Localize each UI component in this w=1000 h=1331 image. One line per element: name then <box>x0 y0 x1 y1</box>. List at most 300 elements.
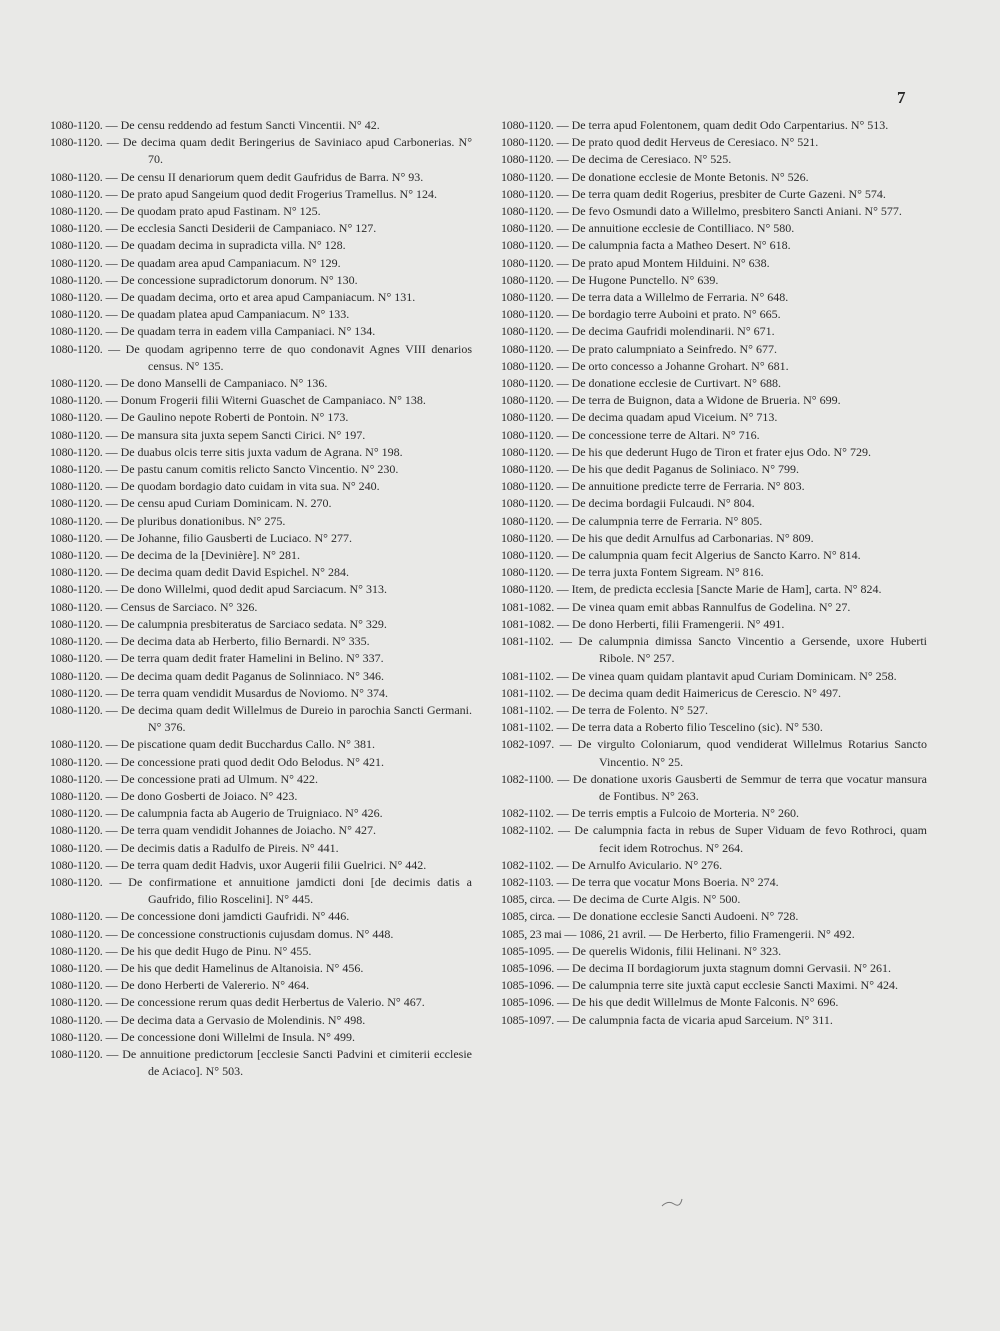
entry-date: 1080-1120. <box>50 788 103 803</box>
entry-text: — De annuitione predictorum [ecclesie Sancti Padvini et cimiterii ecclesie de Aciaco]. N° 503. <box>106 1046 473 1079</box>
entry-date: 1085, circa. <box>501 909 555 924</box>
index-entry <box>50 805 472 822</box>
index-entry <box>501 616 927 633</box>
entry-text: — De dono Herberti, filii Framengerii. N° 491. <box>557 616 785 631</box>
entry-date: 1080-1120. <box>50 582 103 597</box>
index-entry <box>501 874 927 891</box>
entry-text: — De calumpnia facta de vicaria apud Sarceium. N° 311. <box>557 1012 833 1027</box>
entry-date: 1080-1120. <box>501 272 554 287</box>
index-entry <box>501 151 927 168</box>
entry-date: 1080-1120. <box>50 221 103 236</box>
entry-text: — De terra que vocatur Mons Boeria. N° 274. <box>556 874 779 889</box>
entry-text: — De terra apud Folentonem, quam dedit Odo Carpentarius. N° 513. <box>556 118 889 132</box>
entry-text: — De prato quod dedit Herveus de Ceresiaco. N° 521. <box>556 135 819 150</box>
index-entry <box>501 960 927 977</box>
entry-text: — De donatione ecclesie de Monte Betonis. N° 526. <box>556 169 809 184</box>
index-entry <box>501 564 927 581</box>
index-entry <box>501 461 927 478</box>
entry-date: 1080-1120. <box>501 496 554 511</box>
index-entry <box>50 272 472 289</box>
entry-date: 1085-1096. <box>501 978 554 993</box>
entry-date: 1080-1120. <box>50 599 103 614</box>
index-entry <box>501 702 927 719</box>
entry-text: — De terris emptis a Fulcoio de Morteria. N° 260. <box>556 806 799 821</box>
index-entry <box>501 409 927 426</box>
entry-text: — De terra data a Roberto filio Tescelino (sic). N° 530. <box>556 720 823 735</box>
index-entry <box>501 392 927 409</box>
index-entry <box>50 977 472 994</box>
entry-text: — Census de Sarciaco. N° 326. <box>105 599 258 614</box>
index-entry <box>501 685 927 702</box>
index-entry <box>501 255 927 272</box>
entry-date: 1080-1120. <box>501 118 554 132</box>
entry-date: 1080-1120. <box>501 221 554 236</box>
entry-text: — De Herberto, filio Framengerii. N° 492. <box>649 926 855 941</box>
index-entry <box>50 392 472 409</box>
entry-text: — De terra de Buignon, data a Widone de Brueria. N° 699. <box>556 393 841 408</box>
entry-date: 1080-1120. <box>50 1046 103 1061</box>
index-entry <box>501 237 927 254</box>
entry-text: — De concessione supradictorum donorum. N° 130. <box>105 272 358 287</box>
index-entry <box>501 547 927 564</box>
entry-text: — De quadam platea apud Campaniacum. N° 133. <box>105 307 350 322</box>
index-entry <box>50 547 472 564</box>
entry-date: 1085-1097. <box>501 1012 554 1027</box>
entry-text: — De decima de la [Devinière]. N° 281. <box>105 548 300 563</box>
index-entry <box>50 186 472 203</box>
index-entry <box>50 1012 472 1029</box>
index-entry <box>501 943 927 960</box>
entry-date: 1080-1120. <box>501 307 554 322</box>
index-entry <box>501 1012 927 1029</box>
entry-date: 1080-1120. <box>501 186 554 201</box>
index-entry <box>50 616 472 633</box>
entry-text: — De terra quam dedit Rogerius, presbiter de Curte Gazeni. N° 574. <box>556 186 886 201</box>
index-entry <box>50 874 472 908</box>
entry-text: — De annuitione ecclesie de Contilliaco. N° 580. <box>556 221 795 236</box>
entry-text: — De Johanne, filio Gausberti de Luciaco. N° 277. <box>105 530 352 545</box>
entry-date: 1080-1120. <box>50 169 103 184</box>
index-entry <box>50 994 472 1011</box>
entry-date: 1080-1120. <box>50 324 103 339</box>
entry-date: 1080-1120. <box>50 943 103 958</box>
index-entry <box>50 203 472 220</box>
entry-date: 1080-1120. <box>501 255 554 270</box>
index-entry <box>501 444 927 461</box>
index-entry <box>501 306 927 323</box>
index-entry <box>501 719 927 736</box>
entry-date: 1080-1120. <box>501 410 554 425</box>
entry-date: 1080-1120. <box>50 272 103 287</box>
entry-text: — De terra quam dedit frater Hamelini in Belino. N° 337. <box>105 651 384 666</box>
entry-text: — De his que dedit Hugo de Pinu. N° 455. <box>105 943 312 958</box>
entry-text: — De his que dedit Arnulfus ad Carbonarias. N° 809. <box>556 530 814 545</box>
entry-text: — De virgulto Coloniarum, quod vendiderat Willelmus Rotarius Sancto Vincentio. N° 25. <box>559 737 928 769</box>
index-entry <box>501 169 927 186</box>
entry-date: 1080-1120. <box>501 290 554 305</box>
index-entry <box>50 306 472 323</box>
entry-text: — De his que dedit Paganus de Soliniaco. N° 799. <box>556 462 799 477</box>
page-number: 7 <box>897 88 906 107</box>
entry-date: 1080-1120. <box>501 152 554 167</box>
entry-text: — De Gaulino nepote Roberti de Pontoin. N° 173. <box>105 410 349 425</box>
entry-date: 1080-1120. <box>50 857 103 872</box>
index-entry <box>50 289 472 306</box>
entry-text: — De decima quam dedit David Espichel. N° 284. <box>105 565 349 580</box>
index-entry <box>501 926 927 943</box>
index-entry <box>501 668 927 685</box>
entry-text: — De quadam decima in supradicta villa. N° 128. <box>105 238 346 253</box>
entry-date: 1085, 23 mai — 1086, 21 avril. <box>501 926 646 941</box>
entry-date: 1080-1120. <box>501 169 554 184</box>
entry-date: 1080-1120. <box>501 548 554 563</box>
entry-date: 1080-1120. <box>50 410 103 425</box>
entry-date: 1080-1120. <box>50 685 103 700</box>
entry-text: — De quadam area apud Campaniacum. N° 129. <box>105 255 341 270</box>
entry-date: 1080-1120. <box>50 909 103 924</box>
entry-text: — De terra de Folento. N° 527. <box>556 702 708 717</box>
entry-date: 1080-1120. <box>50 771 103 786</box>
entry-text: — De censu II denariorum quem dedit Gaufridus de Barra. N° 93. <box>105 169 424 184</box>
entry-date: 1080-1120. <box>50 427 103 442</box>
entry-text: — De decima quam dedit Paganus de Solinniaco. N° 346. <box>105 668 384 683</box>
left-column <box>50 117 472 1080</box>
entry-text: — De dono Manselli de Campaniaco. N° 136. <box>105 376 328 391</box>
index-entry <box>50 754 472 771</box>
entry-text: — De bordagio terre Auboini et prato. N° 665. <box>556 307 781 322</box>
entry-text: — De ecclesia Sancti Desiderii de Campaniaco. N° 127. <box>105 221 377 236</box>
entry-text: — De decima quadam apud Viceium. N° 713. <box>556 410 778 425</box>
entry-date: 1081-1102. <box>501 685 554 700</box>
entry-date: 1080-1120. <box>50 823 103 838</box>
entry-date: 1082-1100. <box>501 771 554 786</box>
entry-text: — De decima quam dedit Willelmus de Dureio in parochia Sancti Germani. N° 376. <box>105 702 472 735</box>
entry-text: — De calumpnia quam fecit Algerius de Sancto Karro. N° 814. <box>556 548 861 563</box>
entry-text: — De prato calumpniato a Seinfredo. N° 677. <box>556 341 777 356</box>
entry-date: 1080-1120. <box>50 513 103 528</box>
entry-text: — De quadam decima, orto et area apud Campaniacum. N° 131. <box>105 290 416 305</box>
index-entry <box>50 633 472 650</box>
entry-date: 1082-1102. <box>501 806 554 821</box>
entry-date: 1085, circa. <box>501 892 555 907</box>
entry-text: — De his que dedit Willelmus de Monte Falconis. N° 696. <box>557 995 839 1010</box>
index-entry <box>501 599 927 616</box>
entry-text: — De calumpnia facta a Matheo Desert. N° 618. <box>556 238 791 253</box>
index-entry <box>501 272 927 289</box>
entry-text: — De terra quam vendidit Johannes de Joiacho. N° 427. <box>105 823 376 838</box>
entry-text: — De prato apud Sangeium quod dedit Frogerius Tramellus. N° 124. <box>105 186 437 201</box>
entry-date: 1080-1120. <box>50 548 103 563</box>
entry-text: — De concessione doni jamdicti Gaufridi. N° 446. <box>105 909 350 924</box>
entry-text: — De decima data ab Herberto, filio Bernardi. N° 335. <box>105 634 370 649</box>
entry-date: 1080-1120. <box>501 393 554 408</box>
entry-date: 1080-1120. <box>50 565 103 580</box>
index-entry <box>50 736 472 753</box>
entry-text: — De quodam bordagio dato cuidam in vita sua. N° 240. <box>105 479 380 494</box>
entry-text: — De calumpnia terre site juxtà caput ecclesie Sancti Maximi. N° 424. <box>557 978 899 993</box>
entry-text: — De concessione prati quod dedit Odo Belodus. N° 421. <box>105 754 384 769</box>
entry-date: 1082-1097. <box>501 737 554 752</box>
entry-text: — De dono Willelmi, quod dedit apud Sarciacum. N° 313. <box>105 582 387 597</box>
index-entry <box>50 668 472 685</box>
index-entry <box>50 564 472 581</box>
entry-text: — De decima bordagii Fulcaudi. N° 804. <box>556 496 755 511</box>
index-entry <box>501 495 927 512</box>
index-entry <box>50 530 472 547</box>
index-entry <box>50 255 472 272</box>
entry-text: — De quodam prato apud Fastinam. N° 125. <box>105 204 321 219</box>
entry-text: — De dono Gosberti de Joiaco. N° 423. <box>105 788 298 803</box>
entry-date: 1080-1120. <box>50 634 103 649</box>
index-entry <box>501 375 927 392</box>
index-entry <box>50 134 472 168</box>
entry-date: 1080-1120. <box>501 444 554 459</box>
entry-text: — De donatione uxoris Gausberti de Semmur de terra que vocatur mansura de Fontibus. N° 263. <box>557 771 927 803</box>
index-entry <box>501 203 927 220</box>
entry-text: — De decima II bordagiorum juxta stagnum domni Gervasii. N° 261. <box>557 960 892 975</box>
index-entry <box>50 117 472 134</box>
entry-text: — De quadam terra in eadem villa Campaniaci. N° 134. <box>105 324 376 339</box>
index-entry <box>501 977 927 994</box>
entry-date: 1081-1102. <box>501 634 554 649</box>
entry-text: — De concessione doni Willelmi de Insula. N° 499. <box>105 1029 355 1044</box>
entry-date: 1080-1120. <box>501 530 554 545</box>
entry-text: — De terra quam vendidit Musardus de Noviomo. N° 374. <box>105 685 388 700</box>
index-entry <box>501 134 927 151</box>
entry-date: 1080-1120. <box>50 1029 103 1044</box>
entry-text: — De concessione prati ad Ulmum. N° 422. <box>105 771 318 786</box>
entry-text: — De concessione terre de Altari. N° 716. <box>556 427 760 442</box>
entry-text: — De decima data a Gervasio de Molendinis. N° 498. <box>105 1012 366 1027</box>
entry-text: — De quodam agripenno terre de quo condonavit Agnes VIII denarios census. N° 135. <box>108 341 473 373</box>
entry-text: — De calumpnia presbiteratus de Sarciaco sedata. N° 329. <box>105 616 387 631</box>
entry-date: 1080-1120. <box>501 479 554 494</box>
index-entry <box>501 633 927 667</box>
index-entry <box>50 908 472 925</box>
entry-text: — De concessione constructionis cujusdam domus. N° 448. <box>105 926 394 941</box>
index-entry <box>501 771 927 805</box>
entry-date: 1081-1102. <box>501 668 554 683</box>
entry-date: 1080-1120. <box>50 651 103 666</box>
index-entry <box>501 581 927 598</box>
entry-date: 1080-1120. <box>50 118 103 132</box>
entry-text: — De decima de Curte Algis. N° 500. <box>557 892 741 907</box>
entry-text: — De pluribus donationibus. N° 275. <box>105 513 286 528</box>
entry-text: — De prato apud Montem Hilduini. N° 638. <box>556 255 770 270</box>
index-entry <box>50 513 472 530</box>
index-entry <box>501 736 927 770</box>
entry-date: 1080-1120. <box>501 238 554 253</box>
entry-text: — De terra juxta Fontem Sigream. N° 816. <box>556 565 764 580</box>
entry-date: 1080-1120. <box>50 307 103 322</box>
entry-date: 1081-1102. <box>501 720 554 735</box>
index-entry <box>501 289 927 306</box>
index-entry <box>50 926 472 943</box>
index-entry <box>501 513 927 530</box>
entry-date: 1080-1120. <box>50 444 103 459</box>
entry-date: 1080-1120. <box>50 616 103 631</box>
index-entry <box>501 805 927 822</box>
index-entry <box>50 581 472 598</box>
index-entry <box>50 478 472 495</box>
index-entry <box>501 341 927 358</box>
index-entry <box>50 960 472 977</box>
entry-date: 1082-1103. <box>501 874 554 889</box>
index-entry <box>501 530 927 547</box>
entry-date: 1081-1082. <box>501 616 554 631</box>
index-entry <box>50 341 472 375</box>
entry-text: — De vinea quam quidam plantavit apud Curiam Dominicam. N° 258. <box>556 668 897 683</box>
entry-date: 1080-1120. <box>50 135 103 150</box>
entry-date: 1080-1120. <box>50 737 103 752</box>
index-entry <box>50 685 472 702</box>
index-entry <box>501 994 927 1011</box>
entry-date: 1080-1120. <box>501 462 554 477</box>
entry-text: — Item, de predicta ecclesia [Sancte Marie de Ham], carta. N° 824. <box>556 582 882 597</box>
entry-date: 1080-1120. <box>50 376 103 391</box>
entry-text: — De donatione ecclesie Sancti Audoeni. N° 728. <box>557 909 799 924</box>
entry-text: — De concessione rerum quas dedit Herbertus de Valerio. N° 467. <box>105 995 425 1010</box>
index-entry <box>501 358 927 375</box>
entry-text: — Donum Frogerii filii Witerni Guaschet de Campaniaco. N° 138. <box>105 393 426 408</box>
entry-date: 1080-1120. <box>50 1012 103 1027</box>
index-entry <box>50 943 472 960</box>
entry-date: 1080-1120. <box>50 960 103 975</box>
entry-date: 1080-1120. <box>50 290 103 305</box>
entry-date: 1080-1120. <box>50 186 103 201</box>
entry-date: 1080-1120. <box>50 754 103 769</box>
index-entry <box>50 495 472 512</box>
entry-text: — De confirmatione et annuitione jamdicti doni [de decimis datis a Gaufrido, filio Roscelini]. N° 445. <box>109 874 473 907</box>
index-entry <box>501 857 927 874</box>
entry-text: — De terra quam dedit Hadvis, uxor Augerii filii Guelrici. N° 442. <box>105 857 427 872</box>
entry-date: 1082-1102. <box>501 857 554 872</box>
entry-text: — De dono Herberti de Valererio. N° 464. <box>105 978 310 993</box>
index-entry <box>50 702 472 736</box>
entry-date: 1080-1120. <box>50 496 103 511</box>
entry-date: 1080-1120. <box>50 341 103 356</box>
entry-text: — De querelis Widonis, filii Helinani. N° 323. <box>557 943 782 958</box>
index-entry <box>50 599 472 616</box>
entry-text: — De calumpnia dimissa Sancto Vincentio a Gersende, uxore Huberti Ribole. N° 257. <box>559 634 927 666</box>
entry-text: — De piscatione quam dedit Bucchardus Callo. N° 381. <box>105 737 375 752</box>
entry-date: 1080-1120. <box>501 427 554 442</box>
ink-mark <box>660 1196 684 1210</box>
entry-date: 1085-1096. <box>501 995 554 1010</box>
entry-text: — De duabus olcis terre sitis juxta vadum de Agrana. N° 198. <box>105 444 403 459</box>
entry-date: 1080-1120. <box>501 582 554 597</box>
entry-date: 1080-1120. <box>501 376 554 391</box>
entry-text: — De donatione ecclesie de Curtivart. N° 688. <box>556 376 781 391</box>
entry-date: 1080-1120. <box>50 204 103 219</box>
entry-text: — De decima de Ceresiaco. N° 525. <box>556 152 732 167</box>
entry-text: — De censu reddendo ad festum Sancti Vincentii. N° 42. <box>105 118 380 132</box>
index-entry <box>501 478 927 495</box>
entry-date: 1085-1095. <box>501 943 554 958</box>
entry-text: — De terra data a Willelmo de Ferraria. N° 648. <box>556 290 789 305</box>
index-entry <box>50 1029 472 1046</box>
index-entry <box>501 117 927 134</box>
index-entry <box>50 375 472 392</box>
entry-text: — De vinea quam emit abbas Rannulfus de Godelina. N° 27. <box>557 599 851 614</box>
index-entry <box>50 169 472 186</box>
entry-text: — De pastu canum comitis relicto Sancto Vincentio. N° 230. <box>105 462 399 477</box>
index-entry <box>50 840 472 857</box>
index-entry <box>50 1046 472 1080</box>
entry-date: 1080-1120. <box>50 926 103 941</box>
index-entry <box>50 650 472 667</box>
entry-date: 1081-1082. <box>501 599 554 614</box>
entry-date: 1080-1120. <box>501 204 554 219</box>
entry-date: 1080-1120. <box>50 530 103 545</box>
entry-text: — De Arnulfo Aviculario. N° 276. <box>556 857 723 872</box>
entry-date: 1080-1120. <box>50 978 103 993</box>
entry-date: 1080-1120. <box>50 668 103 683</box>
entry-text: — De decima quam dedit Haimericus de Cerescio. N° 497. <box>556 685 841 700</box>
entry-date: 1080-1120. <box>50 840 103 855</box>
entry-date: 1080-1120. <box>501 565 554 580</box>
entry-text: — De his que dedit Hamelinus de Altanoisia. N° 456. <box>105 960 364 975</box>
entry-date: 1082-1102. <box>501 823 554 838</box>
entry-date: 1080-1120. <box>501 513 554 528</box>
index-entry <box>501 908 927 925</box>
index-entry <box>50 822 472 839</box>
entry-text: — De orto concesso a Johanne Grohart. N° 681. <box>556 358 789 373</box>
entry-text: — De decima quam dedit Beringerius de Saviniaco apud Carbonerias. N° 70. <box>106 135 473 167</box>
entry-text: — De decima Gaufridi molendinarii. N° 671. <box>556 324 775 339</box>
entry-date: 1080-1120. <box>501 341 554 356</box>
index-entry <box>501 891 927 908</box>
entry-text: — De decimis datis a Radulfo de Pireis. N° 441. <box>105 840 339 855</box>
index-entry <box>50 788 472 805</box>
entry-date: 1080-1120. <box>50 806 103 821</box>
entry-text: — De calumpnia terre de Ferraria. N° 805. <box>556 513 763 528</box>
entry-date: 1080-1120. <box>50 702 103 717</box>
entry-text: — De his que dederunt Hugo de Tiron et frater ejus Odo. N° 729. <box>556 444 871 459</box>
index-entry <box>50 323 472 340</box>
index-entry <box>50 771 472 788</box>
entry-date: 1080-1120. <box>50 393 103 408</box>
entry-text: — De mansura sita juxta sepem Sancti Cirici. N° 197. <box>105 427 366 442</box>
entry-text: — De calumpnia facta ab Augerio de Truigniaco. N° 426. <box>105 806 383 821</box>
entry-text: — De fevo Osmundi dato a Willelmo, presbitero Sancti Aniani. N° 577. <box>556 204 902 219</box>
entry-date: 1081-1102. <box>501 702 554 717</box>
entry-date: 1080-1120. <box>50 874 103 889</box>
entry-text: — De calumpnia facta in rebus de Super Viduam de fevo Rothroci, quam fecit idem Rotrochus. N° 264. <box>557 823 927 855</box>
index-entry <box>501 427 927 444</box>
entry-date: 1080-1120. <box>50 479 103 494</box>
entry-text: — De Hugone Punctello. N° 639. <box>556 272 719 287</box>
index-entry <box>501 822 927 856</box>
index-entry <box>50 409 472 426</box>
index-entry <box>501 220 927 237</box>
right-column <box>501 117 927 1029</box>
entry-date: 1080-1120. <box>50 238 103 253</box>
entry-date: 1080-1120. <box>501 135 554 150</box>
entry-date: 1085-1096. <box>501 960 554 975</box>
entry-text: — De censu apud Curiam Dominicam. N. 270. <box>105 496 332 511</box>
entry-date: 1080-1120. <box>50 255 103 270</box>
entry-text: — De annuitione predicte terre de Ferraria. N° 803. <box>556 479 805 494</box>
index-entry <box>501 323 927 340</box>
entry-date: 1080-1120. <box>50 995 103 1010</box>
entry-date: 1080-1120. <box>501 358 554 373</box>
index-entry <box>50 444 472 461</box>
index-entry <box>50 427 472 444</box>
entry-date: 1080-1120. <box>501 324 554 339</box>
index-entry <box>501 186 927 203</box>
entry-date: 1080-1120. <box>50 462 103 477</box>
